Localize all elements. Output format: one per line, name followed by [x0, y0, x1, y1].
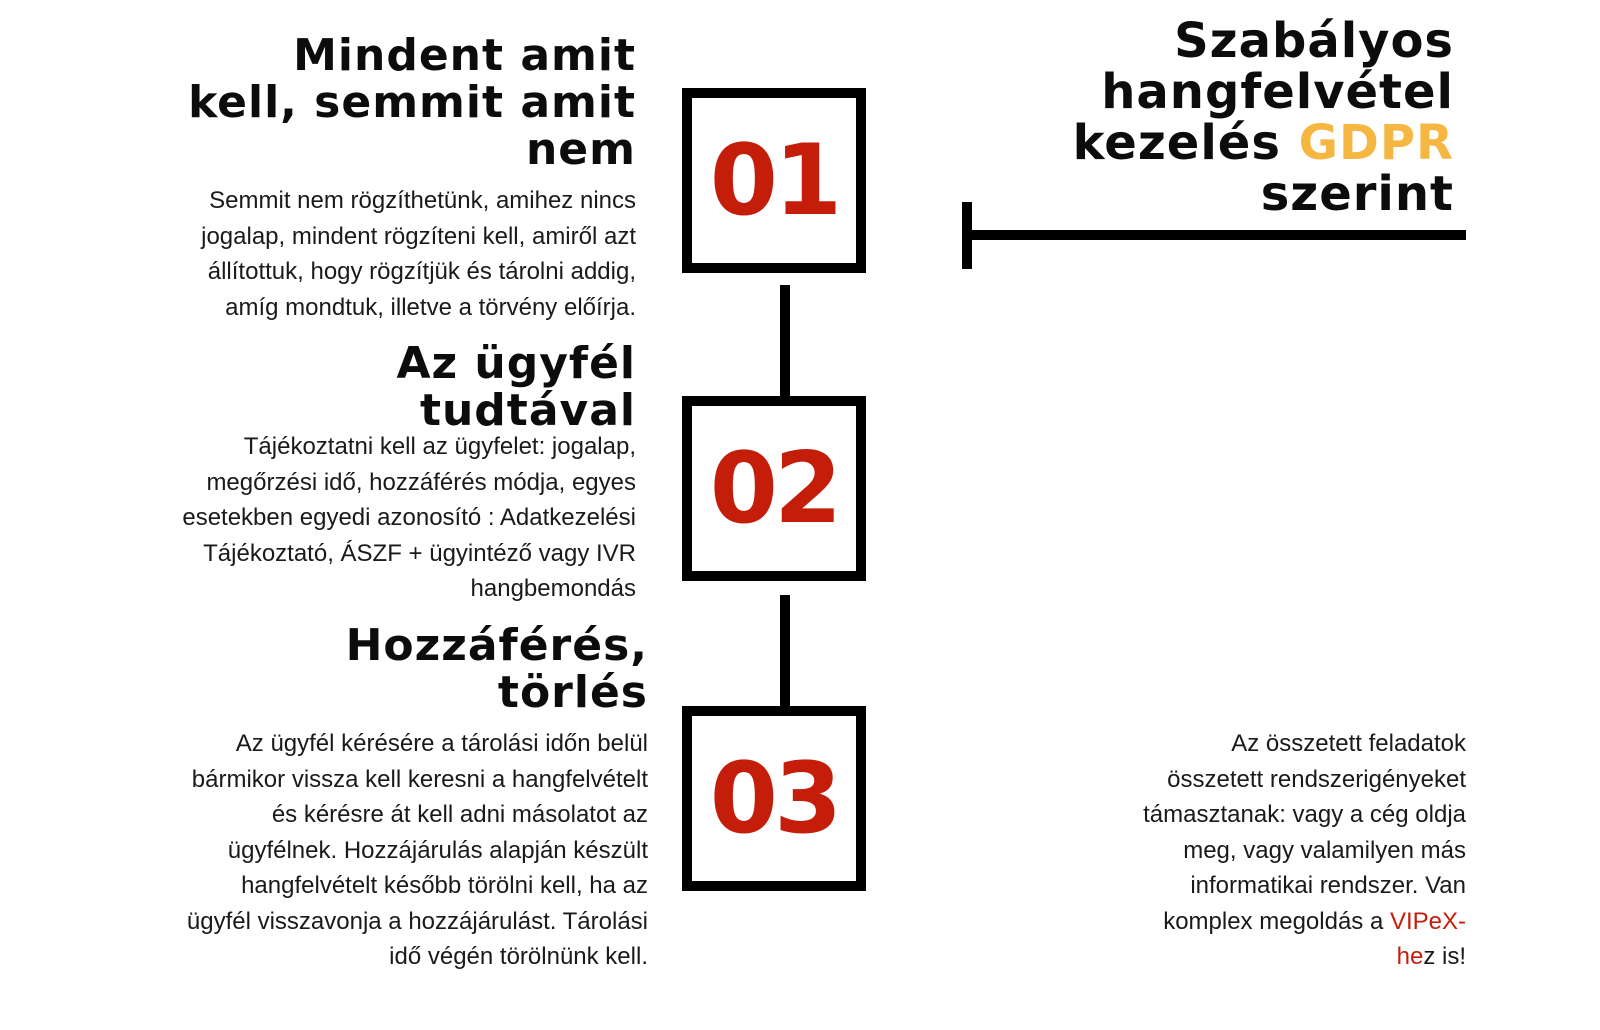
step-2-text-line: esetekben egyedi azonosító : Adatkezelési [182, 504, 636, 531]
step-2-text-line: hangbemondás [470, 575, 636, 602]
step-1-text-line: állítottuk, hogy rögzítjük és tárolni addig, [207, 258, 636, 285]
side-note-line: támasztanak: vagy a cég oldja [1143, 801, 1466, 828]
step-2-heading [396, 340, 636, 434]
step-2-heading-line: tudtával [419, 385, 636, 436]
step-3-text-line: hangfelvételt később törölni kell, ha az [241, 872, 648, 899]
side-note-line [1143, 939, 1466, 975]
title-line [1072, 115, 1454, 171]
side-note-line: meg, vagy valamilyen más [1183, 836, 1466, 864]
step-3-heading-line: törlés [497, 667, 648, 718]
side-note-line: összetett rendszerigényeket [1167, 765, 1466, 793]
step-1-heading-line: Mindent amit [293, 30, 636, 81]
timeline-connector-1 [780, 285, 790, 405]
vipex-link[interactable]: he [1396, 943, 1424, 970]
step-3-text-line: Az ügyfél kérésére a tárolási időn belül [235, 730, 648, 757]
step-number-1: 01 [709, 123, 839, 238]
step-1-text-line: jogalap, mindent rögzíteni kell, amiről azt [201, 222, 636, 250]
side-note-text: komplex megoldás a [1163, 907, 1390, 935]
gdpr-highlight: GDPR [1298, 115, 1454, 171]
title-underline-cap [962, 202, 972, 269]
title-line: hangfelvétel [1101, 64, 1454, 120]
side-note [1143, 726, 1466, 975]
step-1-heading-line: kell, semmit amit [188, 77, 636, 128]
page-title [1072, 13, 1454, 222]
step-2-text-line: Tájékoztatni kell az ügyfelet: jogalap, [243, 433, 636, 460]
step-3-heading [346, 622, 648, 716]
step-3-description [187, 726, 648, 975]
title-line: szerint [1260, 166, 1454, 222]
title-text: kezelés [1072, 115, 1299, 171]
title-line: Szabályos [1174, 13, 1454, 69]
step-1-text-line: Semmit nem rögzíthetünk, amihez nincs [209, 187, 636, 214]
timeline-connector-2 [780, 595, 790, 715]
step-1-heading-line: nem [525, 124, 636, 175]
side-note-line: Az összetett feladatok [1231, 730, 1466, 757]
step-1-heading [188, 32, 636, 173]
title-underline-bar [962, 230, 1466, 240]
step-number-3: 03 [709, 741, 839, 856]
step-1-text-line: amíg mondtuk, illetve a törvény előírja. [225, 293, 636, 321]
step-1-description [201, 183, 636, 325]
step-2-text-line: megőrzési idő, hozzáférés módja, egyes [206, 468, 636, 496]
step-3-heading-line: Hozzáférés, [345, 620, 648, 671]
step-3-text-line: ügyfél visszavonja a hozzájárulást. Tárolási [186, 907, 648, 935]
vipex-link[interactable]: VIPeX- [1389, 907, 1466, 935]
side-note-line: informatikai rendszer. Van [1190, 872, 1466, 899]
step-3-text-line: és kérésre át kell adni másolatot az [271, 801, 648, 828]
step-3-text-line: idő végén törölnünk kell. [389, 943, 648, 970]
step-3-text-line: ügyfélnek. Hozzájárulás alapján készült [227, 836, 648, 864]
step-number-2: 02 [709, 431, 839, 546]
step-box-3 [682, 706, 866, 891]
step-box-2 [682, 396, 866, 581]
step-2-heading-line: Az ügyfél [396, 338, 636, 389]
step-2-description [182, 429, 636, 607]
step-3-text-line: bármikor vissza kell keresni a hangfelvételt [191, 765, 648, 793]
side-note-text: z is! [1423, 943, 1466, 970]
step-2-text-line: Tájékoztató, ÁSZF + ügyintéző vagy IVR [203, 539, 636, 567]
side-note-line [1143, 904, 1466, 940]
step-box-1 [682, 88, 866, 273]
